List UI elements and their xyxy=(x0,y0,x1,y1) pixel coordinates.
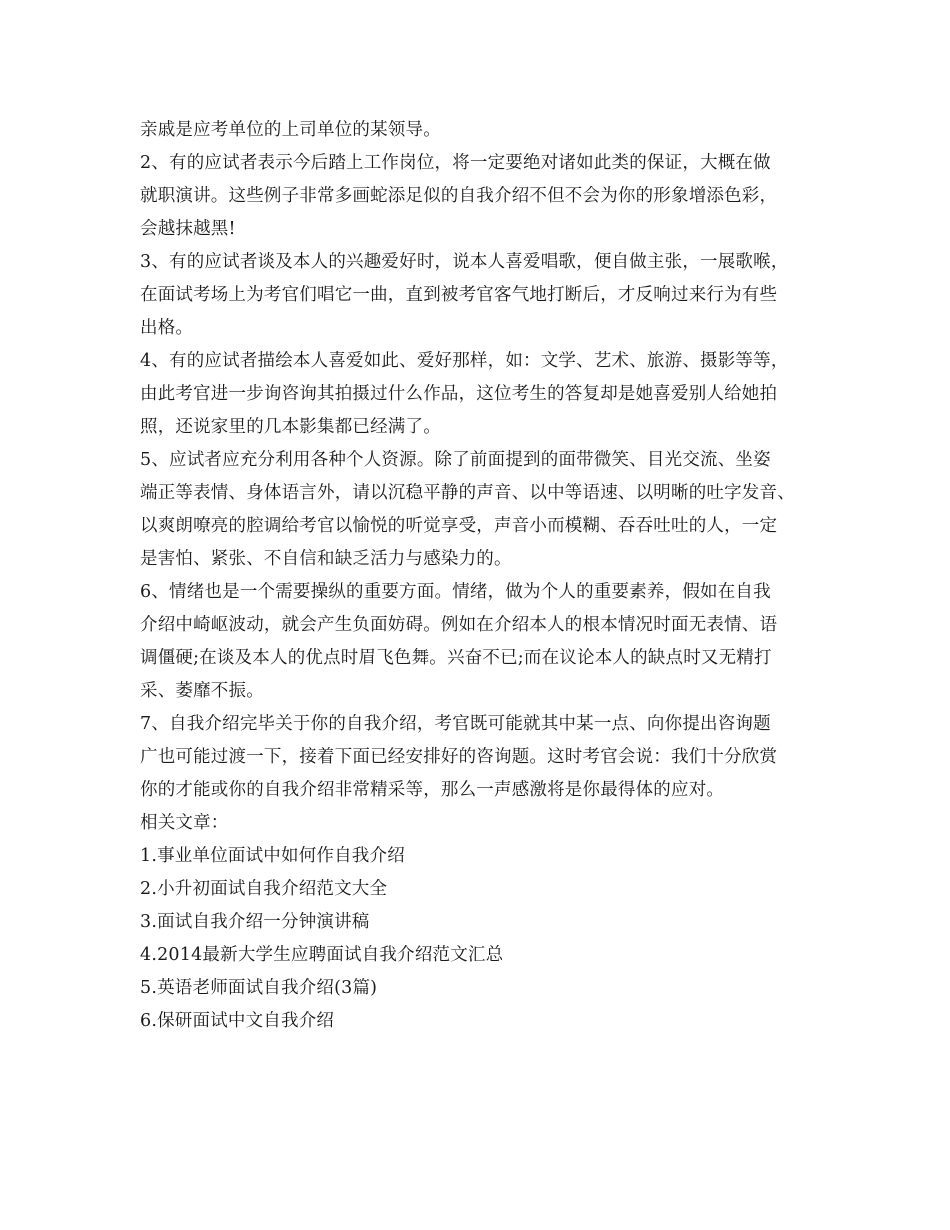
paragraph-line: 就职演讲。这些例子非常多画蛇添足似的自我介绍不但不会为你的形象增添色彩， xyxy=(140,186,778,206)
paragraph-point-5 xyxy=(140,444,840,576)
paragraph-line: 以爽朗嘹亮的腔调给考官以愉悦的听觉享受，声音小而模糊、吞吞吐吐的人，一定 xyxy=(140,516,778,536)
related-article-link[interactable]: 2.小升初面试自我介绍范文大全 xyxy=(140,879,388,899)
paragraph-intro-tail xyxy=(140,114,840,147)
paragraph-line: 照，还说家里的几本影集都已经满了。 xyxy=(140,417,441,437)
related-article-link[interactable]: 1.事业单位面试中如何作自我介绍 xyxy=(140,846,405,866)
paragraph-point-4 xyxy=(140,345,840,444)
paragraph-line: 介绍中崎岖波动，就会产生负面妨碍。例如在介绍本人的根本情况时面无表情、语 xyxy=(140,615,778,635)
paragraph-point-2 xyxy=(140,147,840,246)
paragraph-point-6 xyxy=(140,576,840,708)
paragraph-line: 4、有的应试者描绘本人喜爱如此、爱好那样，如：文学、艺术、旅游、摄影等等， xyxy=(140,351,789,371)
paragraph-line: 亲戚是应考单位的上司单位的某领导。 xyxy=(140,120,441,140)
paragraph-line: 你的才能或你的自我介绍非常精采等，那么一声感激将是你最得体的应对。 xyxy=(140,780,725,800)
related-article-link[interactable]: 5.英语老师面试自我介绍(3篇) xyxy=(140,978,378,998)
paragraph-line: 会越抹越黑! xyxy=(140,219,236,239)
paragraph-line: 是害怕、紧张、不自信和缺乏活力与感染力的。 xyxy=(140,549,512,569)
related-articles-heading: 相关文章： xyxy=(140,813,229,833)
paragraph-line: 6、情绪也是一个需要操纵的重要方面。情绪，做为个人的重要素养，假如在自我 xyxy=(140,582,771,602)
paragraph-line: 由此考官进一步询咨询其拍摄过什么作品，这位考生的答复却是她喜爱别人给她拍 xyxy=(140,384,778,404)
paragraph-line: 7、自我介绍完毕关于你的自我介绍，考官既可能就其中某一点、向你提出咨询题 xyxy=(140,714,771,734)
paragraph-line: 广也可能过渡一下，接着下面已经安排好的咨询题。这时考官会说：我们十分欣赏 xyxy=(140,747,778,767)
paragraph-line: 2、有的应试者表示今后踏上工作岗位，将一定要绝对诸如此类的保证，大概在做 xyxy=(140,153,771,173)
related-article-link[interactable]: 4.2014最新大学生应聘面试自我介绍范文汇总 xyxy=(140,945,504,965)
paragraph-line: 调僵硬;在谈及本人的优点时眉飞色舞。兴奋不已;而在议论本人的缺点时又无精打 xyxy=(140,648,772,668)
paragraph-line: 在面试考场上为考官们唱它一曲，直到被考官客气地打断后，才反响过来行为有些 xyxy=(140,285,778,305)
paragraph-point-7 xyxy=(140,708,840,807)
related-article-link[interactable]: 6.保研面试中文自我介绍 xyxy=(140,1011,335,1031)
document-page xyxy=(140,114,840,1038)
paragraph-line: 3、有的应试者谈及本人的兴趣爱好时，说本人喜爱唱歌，便自做主张，一展歌喉， xyxy=(140,252,789,272)
paragraph-line: 采、萎靡不振。 xyxy=(140,681,264,701)
related-article-link[interactable]: 3.面试自我介绍一分钟演讲稿 xyxy=(140,912,370,932)
paragraph-line: 出格。 xyxy=(140,318,194,338)
paragraph-point-3 xyxy=(140,246,840,345)
paragraph-line: 端正等表情、身体语言外，请以沉稳平静的声音、以中等语速、以明晰的吐字发音、 xyxy=(140,483,795,503)
paragraph-line: 5、应试者应充分利用各种个人资源。除了前面提到的面带微笑、目光交流、坐姿 xyxy=(140,450,771,470)
